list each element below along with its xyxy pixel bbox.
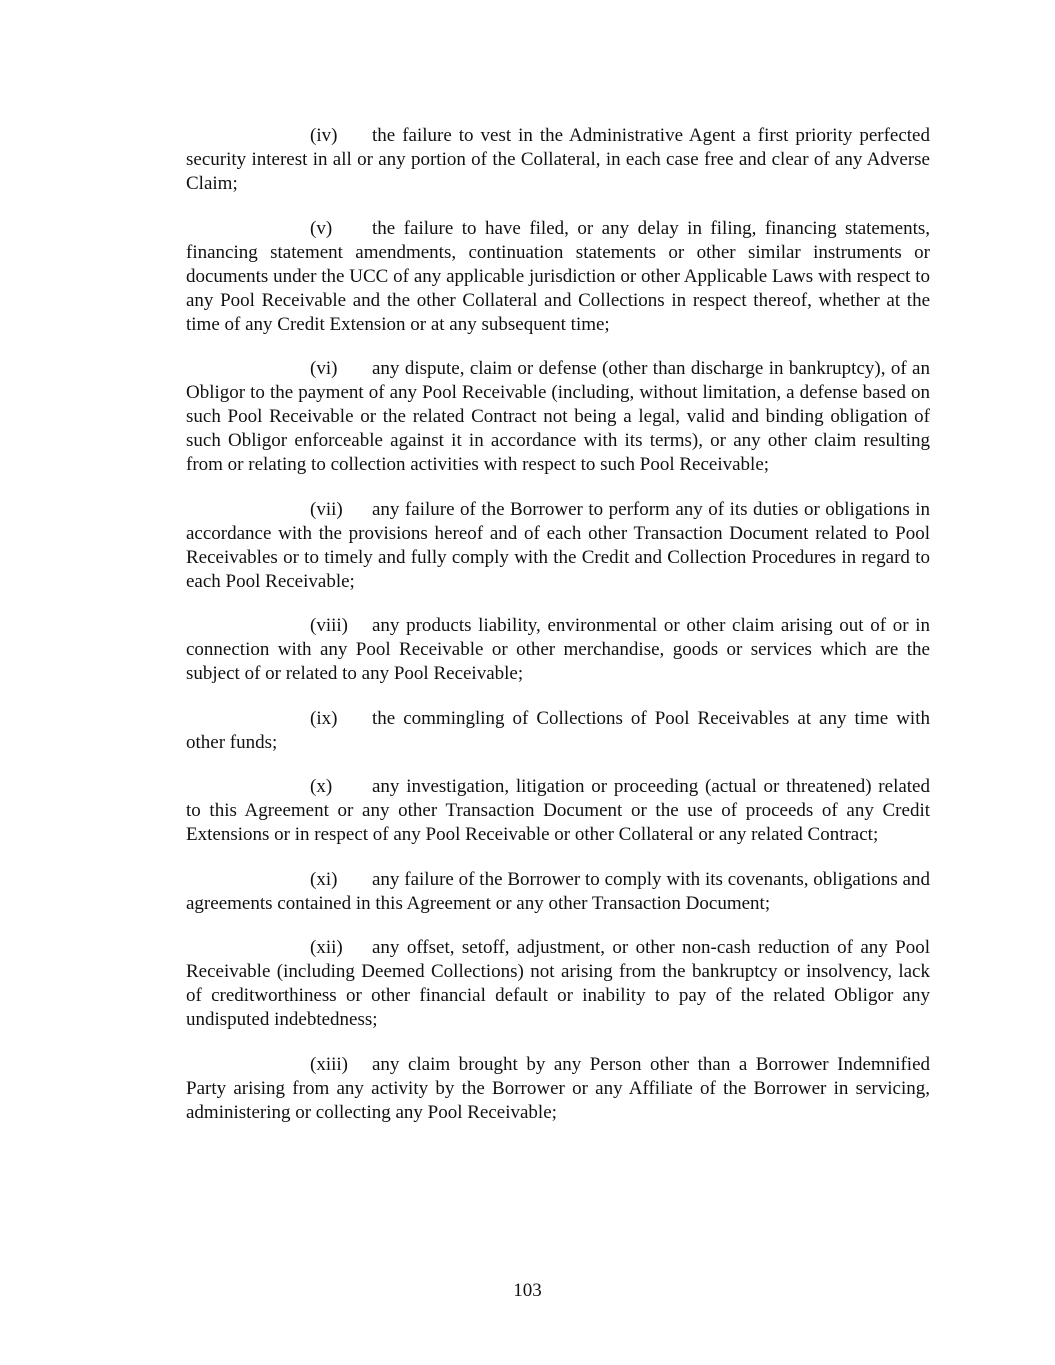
clause-text: the failure to vest in the Administrative Agent a first priority perfected security interest in all or any portion of the Collateral, in each case free and clear of any Adverse Claim;	[186, 125, 930, 194]
clause-vii	[186, 498, 930, 594]
clause-number: (xii)	[310, 937, 343, 958]
clause-number: (ix)	[310, 707, 338, 729]
clause-number: (iv)	[310, 125, 338, 146]
clause-vi	[186, 357, 930, 477]
clause-text: the commingling of Collections of Pool Receivables at any time with other funds;	[186, 707, 930, 753]
clause-text: any offset, setoff, adjustment, or other non-cash reduction of any Pool Receivable (including Deemed Collections) not arising from the bankruptcy or insolvency, lack of creditworthiness or other financial default or inability to pay of the related Obligor any undisputed indebtedness;	[186, 937, 930, 1030]
clause-ix	[186, 707, 930, 755]
clause-xiii	[186, 1053, 930, 1125]
clause-iv	[186, 124, 930, 196]
clause-xi	[186, 868, 930, 916]
clause-number: (v)	[310, 217, 333, 239]
clause-viii	[186, 614, 930, 686]
page-number: 103	[513, 1280, 542, 1301]
clause-number: (vi)	[310, 358, 338, 379]
clause-text: any investigation, litigation or proceeding (actual or threatened) related to this Agreement or any other Transaction Document or the use of proceeds of any Credit Extensions or in respect of any Pool Receivable or other Collateral or any related Contract;	[186, 776, 930, 845]
clause-text: any failure of the Borrower to comply with its covenants, obligations and agreements contained in this Agreement or any other Transaction Document;	[186, 868, 930, 914]
clause-number: (viii)	[310, 615, 348, 636]
clause-xii	[186, 936, 930, 1032]
clause-text: any products liability, environmental or other claim arising out of or in connection with any Pool Receivable or other merchandise, goods or services which are the subject of or related to any Pool Receivable;	[186, 615, 930, 684]
clause-number: (vii)	[310, 498, 343, 520]
clause-number: (xiii)	[310, 1053, 348, 1075]
clause-text: any failure of the Borrower to perform any of its duties or obligations in accordance with the provisions hereof and of each other Transaction Document related to Pool Receivables or to timely and fully comply with the Credit and Collection Procedures in regard to each Pool Receivable;	[186, 498, 930, 592]
clause-text: the failure to have filed, or any delay in filing, financing statements, financing statement amendments, continuation statements or other similar instruments or documents under the UCC of any applicable jurisdiction or other Applicable Laws with respect to any Pool Receivable and the other Collateral and Collections in respect thereof, whether at the time of any Credit Extension or at any subsequent time;	[186, 217, 930, 335]
clause-number: (x)	[310, 776, 333, 797]
clause-x	[186, 775, 930, 847]
clause-v	[186, 217, 930, 337]
document-body	[186, 124, 930, 1145]
clause-number: (xi)	[310, 868, 338, 890]
clause-text: any dispute, claim or defense (other than discharge in bankruptcy), of an Obligor to the payment of any Pool Receivable (including, without limitation, a defense based on such Pool Receivable or the related Contract not being a legal, valid and binding obligation of such Obligor enforceable against it in accordance with its terms), or any other claim resulting from or relating to collection activities with respect to such Pool Receivable;	[186, 358, 930, 475]
clause-text: any claim brought by any Person other than a Borrower Indemnified Party arising from any activity by the Borrower or any Affiliate of the Borrower in servicing, administering or collecting any Pool Receivable;	[186, 1053, 930, 1123]
